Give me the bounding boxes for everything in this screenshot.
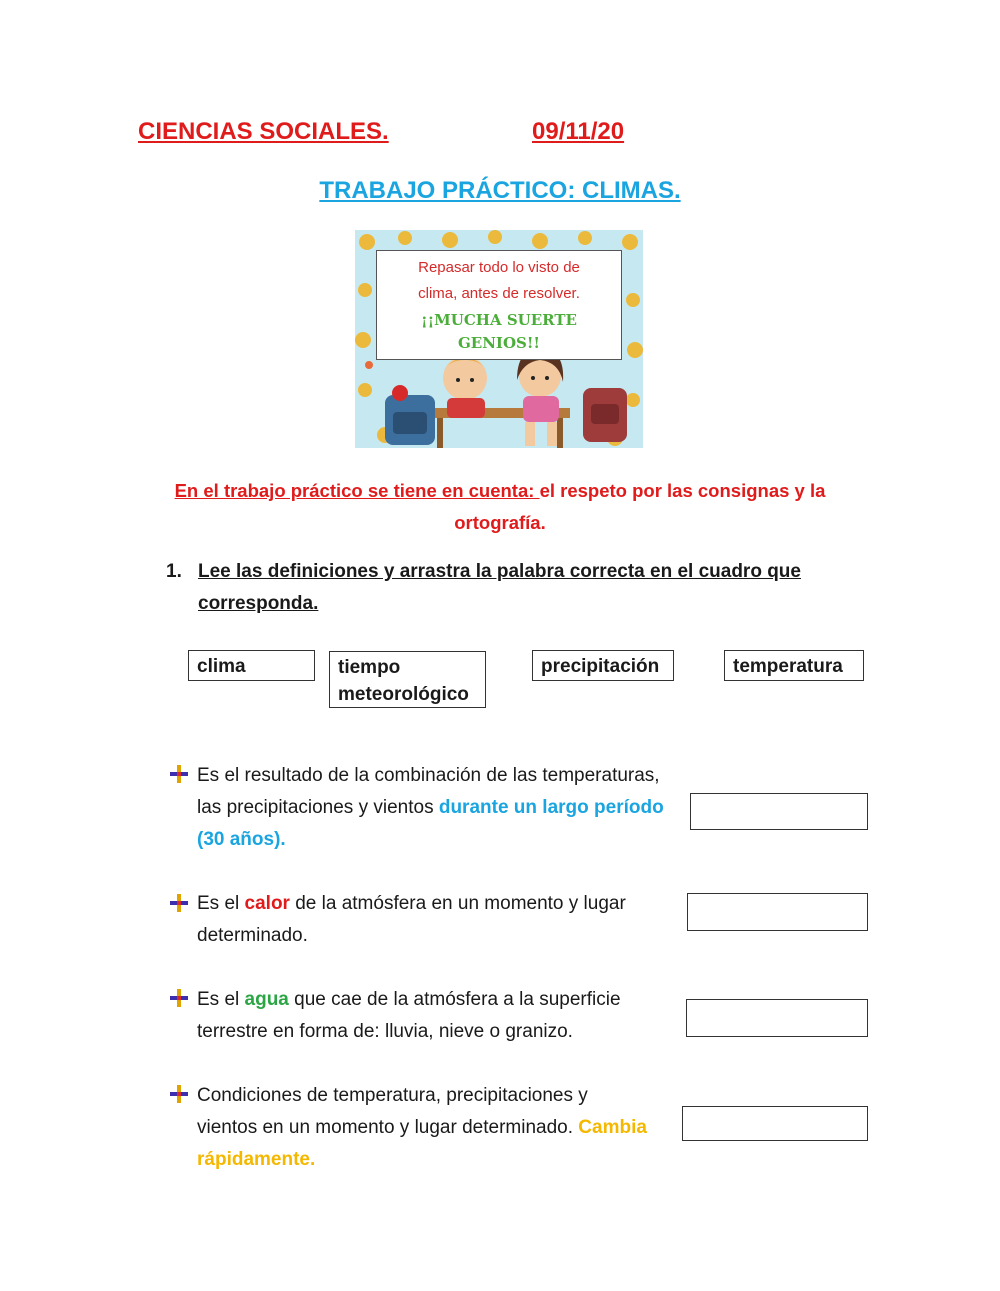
grading-note [140,475,860,539]
card-message [376,250,622,360]
date-heading: 09/11/20 [532,118,625,145]
question-instructions: Lee las definiciones y arrastra la palabra correcta en el cuadro que corresponda. [198,561,801,614]
question-number: 1. [166,561,182,582]
drop-box-1[interactable] [690,793,868,830]
definition-highlight: Cambia rápidamente. [197,1117,647,1170]
definition-text: de la atmósfera en un momento y lugar determinado. [197,893,626,946]
definition-4 [197,1080,647,1176]
card-message-line: clima, antes de resolver. [418,285,580,302]
definition-text: Es el [197,893,245,914]
definition-text: Es el resultado de la combinación de las temperaturas, las precipitaciones y vientos [197,765,660,818]
cross-bullet-icon [169,893,189,913]
drop-box-2[interactable] [687,893,868,931]
definition-2 [197,888,627,952]
card-message-line: Repasar todo lo visto de [418,259,580,276]
grading-note-intro: En el trabajo práctico se tiene en cuenta: [174,480,540,501]
page-title: TRABAJO PRÁCTICO: CLIMAS. [319,177,681,204]
draggable-word-tiempo-meteorologico[interactable]: tiempo meteorológico [329,651,486,708]
draggable-word-clima[interactable]: clima [188,650,315,681]
draggable-word-temperatura[interactable]: temperatura [724,650,864,681]
definition-text: Es el [197,989,245,1010]
definition-text: que cae de la atmósfera a la superficie terrestre en forma de: lluvia, nieve o granizo. [197,989,621,1042]
definition-highlight: calor [244,893,290,914]
definition-highlight: agua [244,989,289,1010]
drop-box-3[interactable] [686,999,868,1037]
grading-note-criteria: el respeto por las consignas y la ortografía. [454,480,826,533]
definition-1 [197,760,687,856]
cross-bullet-icon [169,988,189,1008]
cross-bullet-icon [169,1084,189,1104]
definition-highlight: durante un largo período (30 años). [197,797,664,850]
subject-heading: CIENCIAS SOCIALES. [138,118,389,145]
motivational-card [355,230,643,448]
cross-bullet-icon [169,764,189,784]
definition-text: Condiciones de temperatura, precipitaciones y vientos en un momento y lugar determinado. [197,1085,588,1138]
definition-3 [197,984,667,1048]
good-luck-message: ¡¡MUCHA SUERTE GENIOS!! [421,311,577,352]
draggable-word-precipitacion[interactable]: precipitación [532,650,674,681]
drop-box-4[interactable] [682,1106,868,1141]
